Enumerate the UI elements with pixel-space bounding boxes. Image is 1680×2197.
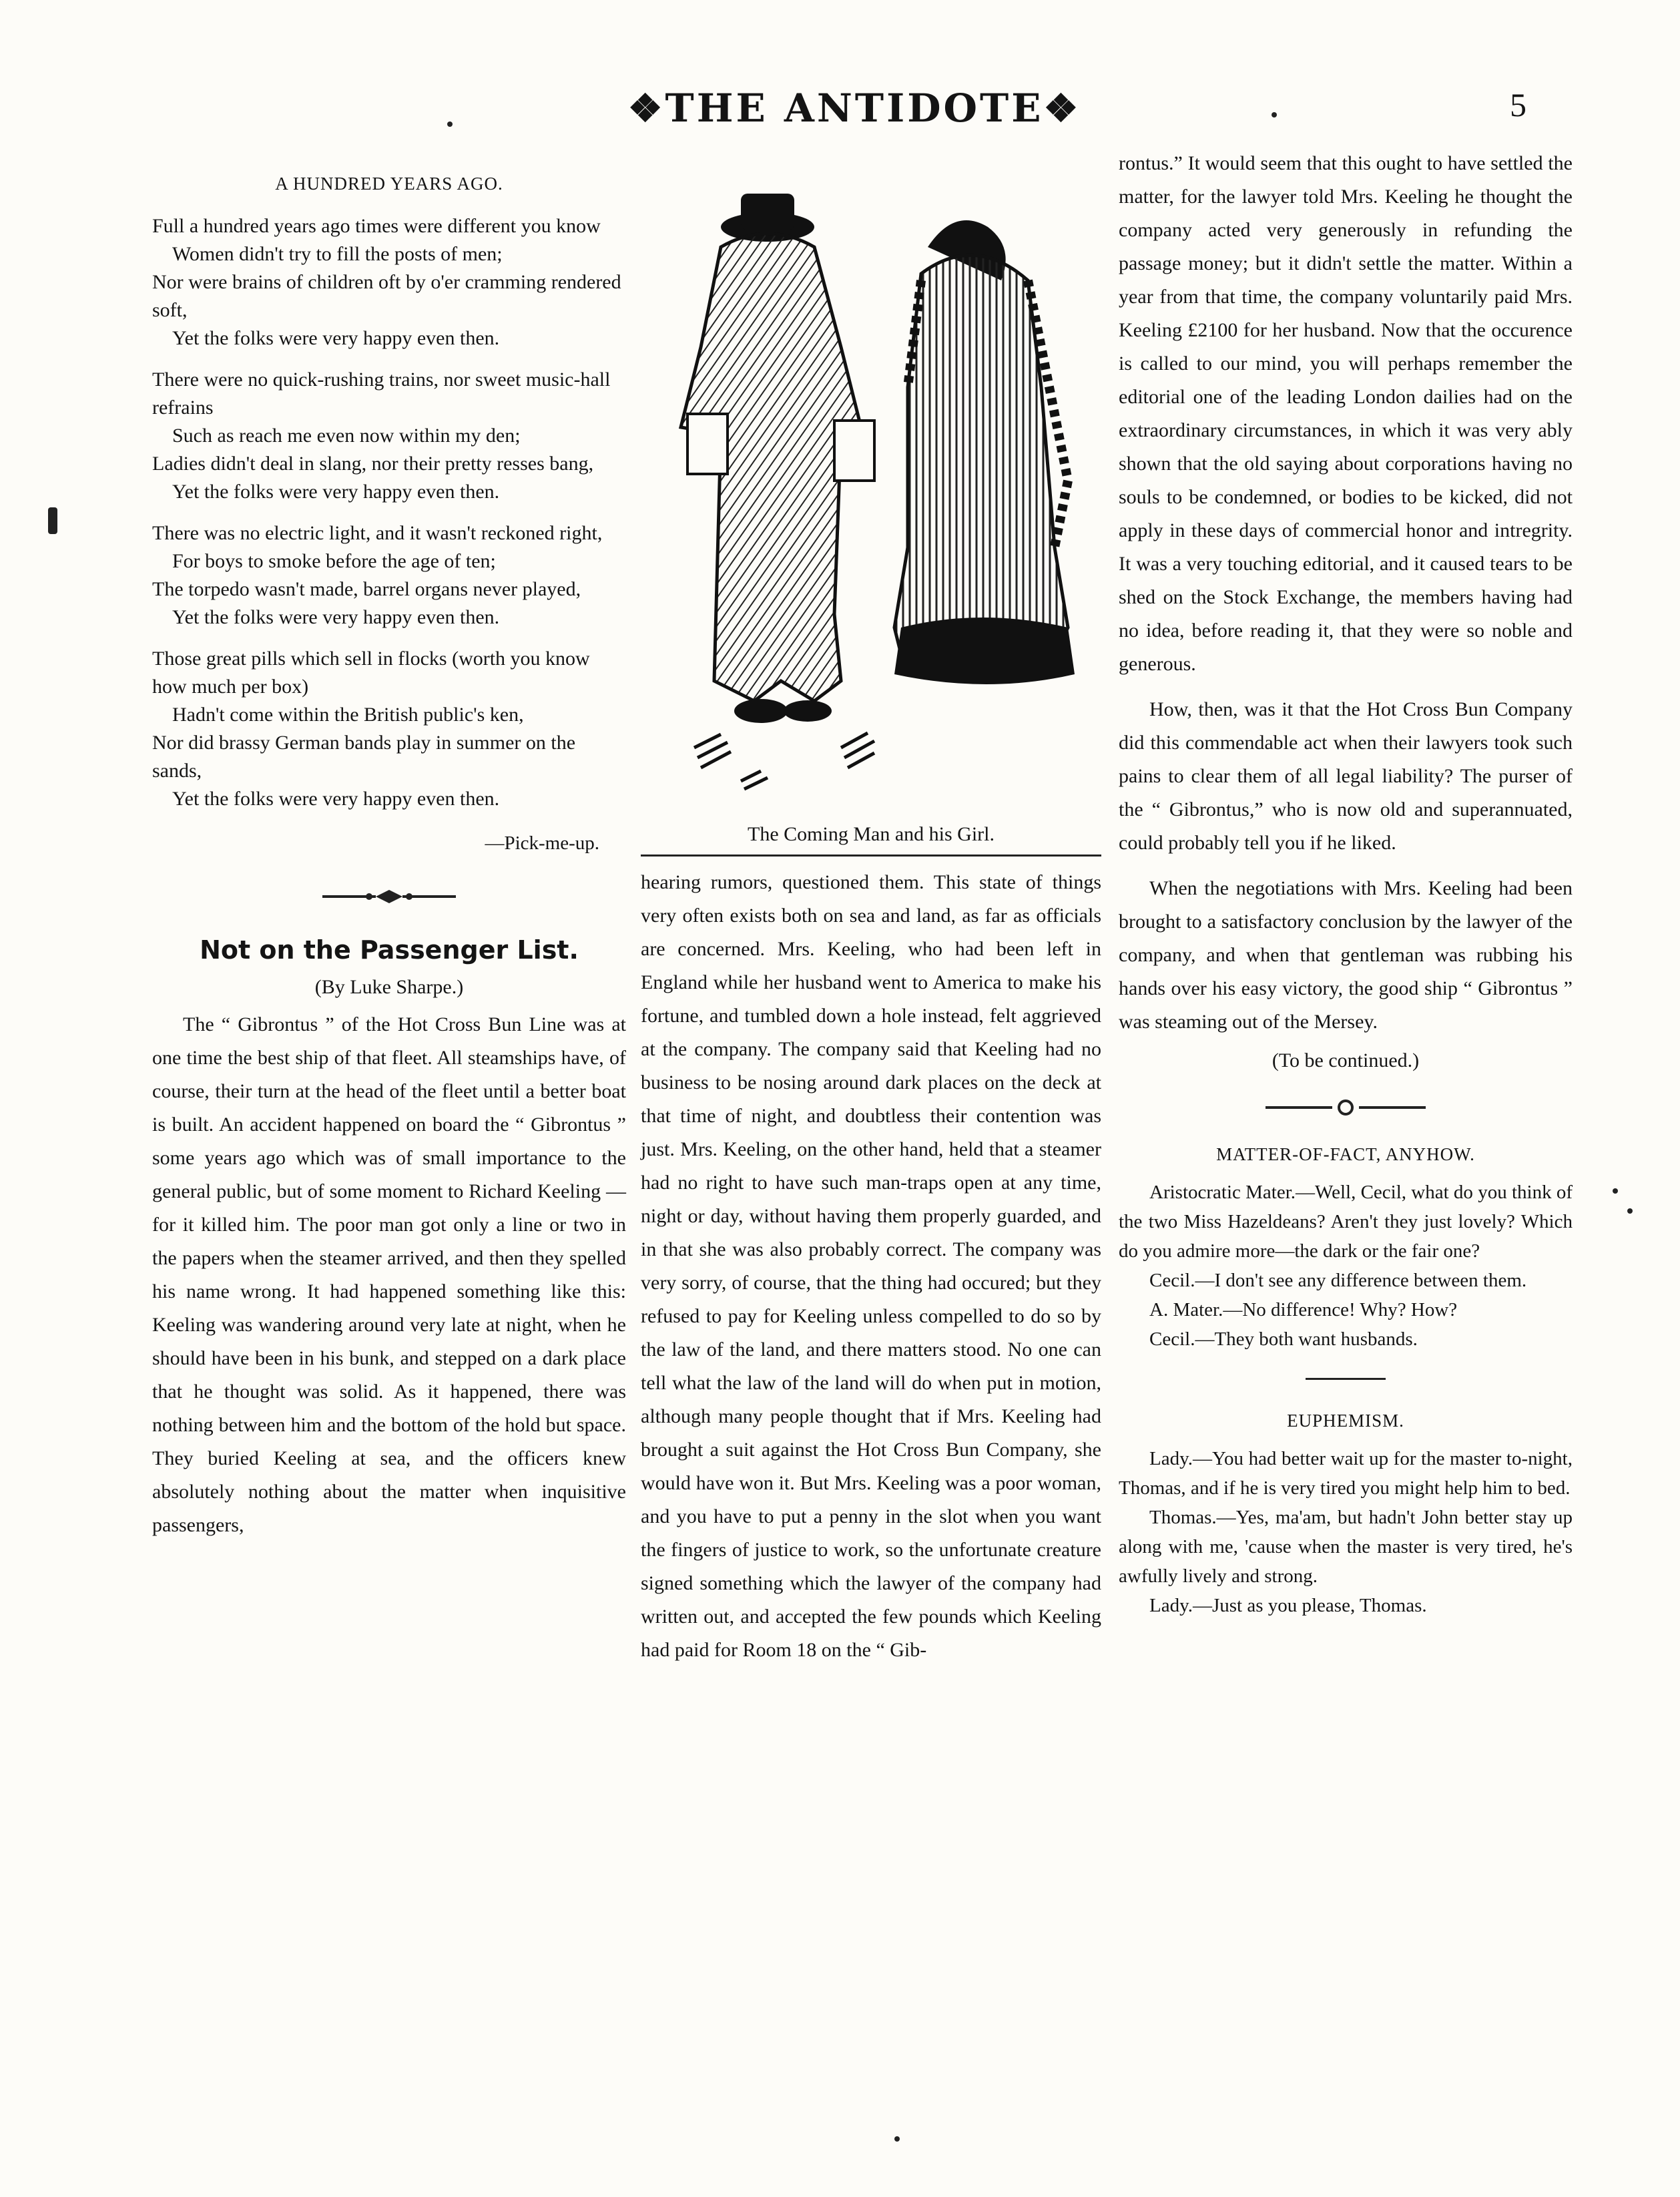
poem-line: Hadn't come within the British public's ken, <box>172 704 524 726</box>
poem-line: Yet the folks were very happy even then. <box>172 606 500 628</box>
poem-stanza <box>152 645 626 813</box>
poem-line: Full a hundred years ago times were different you know <box>152 215 601 237</box>
poem-line: Yet the folks were very happy even then. <box>172 327 500 349</box>
story-paragraph: hearing rumors, questioned them. This state of things very often exists both on sea and land, as far as officials are concerned. Mrs. Keeling, who had been left in England while her husband went to America to make his fortune, and tumbled down a hole instead, felt aggrieved at the company. The company said that Keeling had no business to be nosing around dark places on the deck at that time of night, and doubtless their contention was just. Mrs. Keeling, on the other hand, held that a steamer had no right to have such man-traps open at any time, night or day, without having them properly guarded, and in that she was also probably correct. The company was very sorry, of course, that the thing had occured; but they refused to pay for Keeling unless compelled to do so by the law of the land, and there matters stood. No one can tell what the law of the land will do when put in motion, although many people thought that if Mrs. Keeling had brought a suit against the Hot Cross Bun Company, she would have won it. But Mrs. Keeling was a poor woman, and you have to put a penny in the slot when you want the fingers of justice to work, so the unfortunate creature signed something which the lawyer of the company had written out, and accepted the few pounds which Keeling had paid for Room 18 on the “ Gib- <box>641 871 1101 1661</box>
column-middle <box>641 147 1101 1667</box>
dialogue-line: Thomas.—Yes, ma'am, but hadn't John better stay up along with me, 'cause when the master is very tired, he's awfully lively and strong. <box>1119 1507 1573 1587</box>
poem-line: Women didn't try to fill the posts of men; <box>172 243 503 265</box>
ground-shading <box>694 733 874 789</box>
poem-line: There were no quick-rushing trains, nor sweet music-hall refrains <box>152 369 611 419</box>
poem-line: Yet the folks were very happy even then. <box>172 481 500 503</box>
masthead-title: ❖THE ANTIDOTE❖ <box>627 85 1081 131</box>
speck <box>447 121 453 127</box>
poem-stanza <box>152 366 626 506</box>
story-paragraph: How, then, was it that the Hot Cross Bun Company did this commendable act when their lawyers took such pains to clear them of all legal liability? The purser of the “ Gibrontus,” who is now old and superannuated, could probably tell you if he liked. <box>1119 698 1573 854</box>
woman-figure <box>894 220 1075 684</box>
poem-line: Those great pills which sell in flocks (worth you know how much per box) <box>152 648 590 698</box>
section-rule <box>1306 1378 1386 1380</box>
poem-line: Such as reach me even now within my den; <box>172 425 521 447</box>
dialogue-line: Cecil.—They both want husbands. <box>1149 1328 1418 1350</box>
speck <box>1272 112 1277 117</box>
poem-line: Yet the folks were very happy even then. <box>172 788 500 810</box>
story-paragraph: The “ Gibrontus ” of the Hot Cross Bun Line was at one time the best ship of that fleet. All steamships have, of course, their turn at the head of the fleet until a better boat is built. An accident happened on board the “ Gibrontus ” some years ago which was of small importance to the general public, but of some moment to Richard Keeling —for it killed him. The poor man got only a line or two in the papers when the steamer arrived, and then they spelled his name wrong. It had happened something like this: Keeling was wandering around very late at night, when he should have been in his bunk, and stepped on a dark place that he thought was solid. As it happened, there was nothing between him and the bottom of the hold but space. They buried Keeling at sea, and the officers knew absolutely nothing about the matter when inquisitive passengers, <box>152 1013 626 1536</box>
speck <box>1613 1188 1618 1194</box>
page-number: 5 <box>1510 86 1526 124</box>
column-rule <box>641 855 1101 857</box>
story-paragraph: rontus.” It would seem that this ought to have settled the matter, for the lawyer told Mrs. Keeling he thought the company acted very generously in refunding the passage money; but it didn't settle the matter. Within a year from that time, the company voluntarily paid Mrs. Keeling £2100 for her husband. Now that the occurence is called to our mind, you will perhaps remember the editorial one of the leading London dailies had on the extraordinary circumstances, in which it was very ably shown that the old saying about corporations having no souls to be condemned, or bodies to be kicked, did not apply in these days of commercial honor and intregrity. It was a very touching editorial, and it caused tears to be shed on the Stock Exchange, the members having had no idea, before reading it, that they were so noble and generous. <box>1119 152 1573 675</box>
section-title: MATTER-OF-FACT, ANYHOW. <box>1216 1144 1475 1164</box>
dialogue-line: Lady.—Just as you please, Thomas. <box>1149 1595 1427 1616</box>
poem-line: The torpedo wasn't made, barrel organs never played, <box>152 578 581 600</box>
ornament-divider <box>316 887 463 907</box>
illustration-drawing <box>641 147 1101 814</box>
section-title: EUPHEMISM. <box>1287 1411 1404 1431</box>
poem-line: Nor did brassy German bands play in summer on the sands, <box>152 732 576 782</box>
story-title: Not on the Passenger List. <box>200 935 579 965</box>
dialogue-line: Aristocratic Mater.—Well, Cecil, what do you think of the two Miss Hazeldeans? Aren't they just lovely? Which do you admire more—the dark or the fair one? <box>1119 1182 1573 1262</box>
dialogue-line: Cecil.—I don't see any difference between them. <box>1149 1270 1527 1291</box>
poem-line: Ladies didn't deal in slang, nor their pretty resses bang, <box>152 453 594 475</box>
speck <box>894 2136 900 2142</box>
poem-stanza <box>152 519 626 632</box>
poem-attribution: —Pick-me-up. <box>485 832 599 854</box>
poem-title: A HUNDRED YEARS AGO. <box>275 174 503 194</box>
dialogue-line: Lady.—You had better wait up for the master to-night, Thomas, and if he is very tired you might help him to bed. <box>1119 1448 1573 1499</box>
poem-line: There was no electric light, and it wasn't reckoned right, <box>152 522 603 544</box>
ornament-divider <box>1259 1097 1432 1118</box>
continued-note: (To be continued.) <box>1272 1049 1420 1071</box>
story-byline: (By Luke Sharpe.) <box>314 976 464 998</box>
poem-line: For boys to smoke before the age of ten; <box>172 550 496 572</box>
illustration <box>641 147 1101 845</box>
illustration-caption: The Coming Man and his Girl. <box>748 823 995 845</box>
column-left <box>152 147 626 1542</box>
speck <box>48 507 57 534</box>
poem-stanza <box>152 212 626 352</box>
speck <box>1627 1208 1633 1214</box>
column-right <box>1119 147 1573 1620</box>
story-paragraph: When the negotiations with Mrs. Keeling had been brought to a satisfactory conclusion by the lawyer of the company, and when that gentleman was rubbing his hands over his easy victory, the good ship “ Gibrontus ” was steaming out of the Mersey. <box>1119 877 1573 1033</box>
man-figure <box>681 194 874 723</box>
dialogue-line: A. Mater.—No difference! Why? How? <box>1149 1299 1458 1320</box>
poem-line: Nor were brains of children oft by o'er cramming rendered soft, <box>152 271 621 321</box>
